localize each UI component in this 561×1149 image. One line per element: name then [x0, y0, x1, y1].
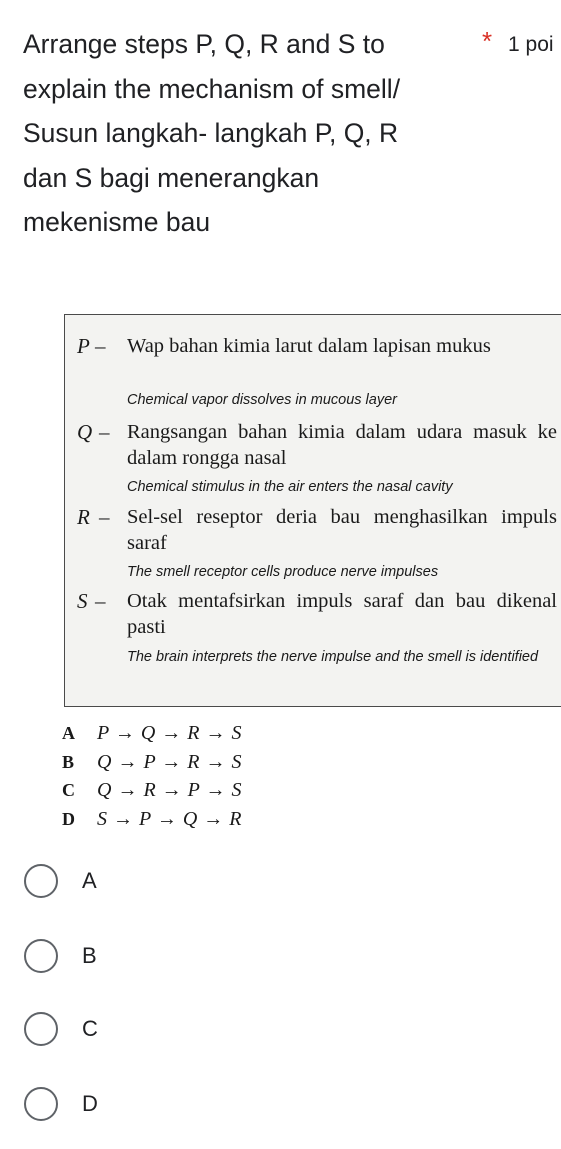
- step-dash: –: [99, 505, 110, 529]
- answer-key-sequence: S → P → Q → R: [97, 807, 243, 830]
- option-a[interactable]: [22, 862, 322, 902]
- answer-key-sequence: Q → R → P → S: [97, 779, 243, 801]
- question-title-line: dan S bagi menerangkan: [23, 162, 320, 193]
- step-english-text: The brain interprets the nerve impulse and the smell is identified: [127, 649, 539, 665]
- question-title: [23, 22, 463, 245]
- radio-button-a[interactable]: [24, 864, 58, 898]
- answer-key-letter: B: [62, 751, 75, 772]
- required-asterisk: *: [482, 26, 493, 56]
- step-dash: –: [99, 420, 110, 444]
- answer-key-sequence: P → Q → R → S: [97, 722, 243, 744]
- option-c[interactable]: [22, 1010, 322, 1050]
- option-label: D: [82, 1091, 98, 1116]
- option-label: A: [82, 868, 97, 893]
- step-dash: –: [95, 589, 106, 613]
- option-d[interactable]: [22, 1085, 322, 1125]
- step-dash: –: [95, 334, 106, 358]
- radio-button-b[interactable]: [24, 939, 58, 973]
- step-letter: Q: [77, 420, 93, 444]
- answer-key-letter: C: [62, 780, 75, 800]
- step-malay-text: Otak mentafsirkan impuls saraf dan bau dikenal pasti: [127, 590, 557, 638]
- step-letter: S: [77, 589, 88, 613]
- step-english-text: Chemical vapor dissolves in mucous layer: [127, 392, 397, 408]
- step-english-text: The smell receptor cells produce nerve impulses: [127, 564, 439, 580]
- option-b[interactable]: [22, 937, 322, 977]
- step-english-text: Chemical stimulus in the air enters the nasal cavity: [127, 479, 453, 495]
- step-malay-text: Sel-sel reseptor deria bau menghasilkan impuls saraf: [127, 506, 557, 554]
- option-label: C: [82, 1016, 98, 1041]
- answer-key-letter: D: [62, 808, 75, 829]
- step-malay-text: Wap bahan kimia larut dalam lapisan mukus: [127, 335, 491, 357]
- radio-button-d[interactable]: [24, 1087, 58, 1121]
- question-image: [64, 314, 561, 707]
- step-malay-text: Rangsangan bahan kimia dalam udara masuk ke dalam rongga nasal: [127, 421, 557, 469]
- step-letter: P: [77, 334, 90, 358]
- step-letter: R: [77, 505, 90, 529]
- points-label: 1 poi: [508, 33, 554, 56]
- question-title-line: explain the mechanism of smell/: [23, 73, 401, 104]
- question-title-line: mekenisme bau: [23, 207, 211, 237]
- question-header: [23, 22, 463, 245]
- answer-key-sequence: Q → P → R → S: [97, 750, 243, 773]
- question-title-line: Arrange steps P, Q, R and S to: [23, 29, 385, 59]
- question-title-line: Susun langkah- langkah P, Q, R: [23, 118, 399, 148]
- option-label: B: [82, 943, 97, 968]
- answer-key-letter: A: [62, 723, 75, 743]
- radio-button-c[interactable]: [24, 1012, 58, 1046]
